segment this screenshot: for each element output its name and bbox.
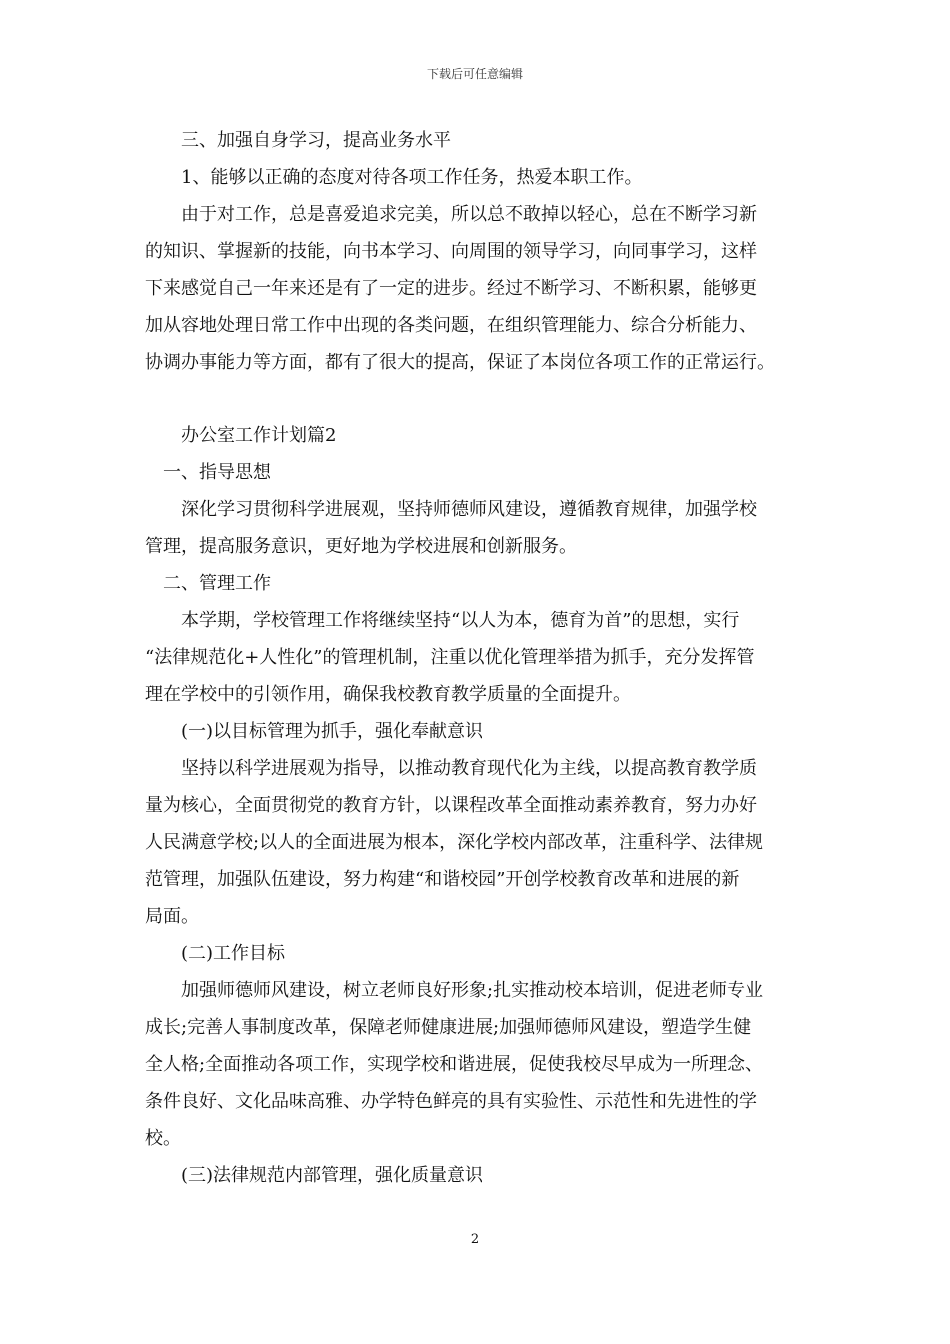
subsection-heading: (三)法律规范内部管理，强化质量意识 xyxy=(181,1165,484,1186)
paragraph-line: 条件良好、文化品味高雅、办学特色鲜亮的具有实验性、示范性和先进性的学 xyxy=(145,1091,757,1112)
section-title: 办公室工作计划篇2 xyxy=(181,425,337,446)
section-heading: 三、加强自身学习，提高业务水平 xyxy=(181,130,451,151)
paragraph-line: 全人格;全面推动各项工作，实现学校和谐进展，促使我校尽早成为一所理念、 xyxy=(145,1054,764,1075)
paragraph-line: 本学期，学校管理工作将继续坚持“以人为本，德育为首”的思想，实行 xyxy=(181,610,740,631)
paragraph-line: 成长;完善人事制度改革，保障老师健康进展;加强师德师风建设，塑造学生健 xyxy=(145,1017,752,1038)
document-body xyxy=(145,122,825,1194)
subsection-heading: (一)以目标管理为抓手，强化奉献意识 xyxy=(181,721,484,742)
paragraph-line: 量为核心，全面贯彻党的教育方针，以课程改革全面推动素养教育，努力办好 xyxy=(145,795,757,816)
paragraph-line: 人民满意学校;以人的全面进展为根本，深化学校内部改革，注重科学、法律规 xyxy=(145,832,764,853)
paragraph-line: 坚持以科学进展观为指导，以推动教育现代化为主线，以提高教育教学质 xyxy=(181,758,757,779)
section-heading: 一、指导思想 xyxy=(163,462,271,483)
list-item: 1、能够以正确的态度对待各项工作任务，热爱本职工作。 xyxy=(181,167,643,188)
paragraph-line: 范管理，加强队伍建设，努力构建“和谐校园”开创学校教育改革和进展的新 xyxy=(145,869,740,890)
paragraph-line: 的知识、掌握新的技能，向书本学习、向周围的领导学习，向同事学习，这样 xyxy=(145,241,757,262)
paragraph-line: 下来感觉自己一年来还是有了一定的进步。经过不断学习、不断积累，能够更 xyxy=(145,278,757,299)
paragraph-line: 管理，提高服务意识，更好地为学校进展和创新服务。 xyxy=(145,536,577,557)
paragraph-line: 加从容地处理日常工作中出现的各类问题，在组织管理能力、综合分析能力、 xyxy=(145,315,757,336)
section-spacer xyxy=(145,381,825,417)
paragraph-line: 校。 xyxy=(145,1128,181,1149)
paragraph-line: 加强师德师风建设，树立老师良好形象;扎实推动校本培训，促进老师专业 xyxy=(181,980,764,1001)
page-number: 2 xyxy=(470,1232,480,1247)
page-header: 下载后可任意编辑 xyxy=(426,67,523,81)
section-heading: 二、管理工作 xyxy=(163,573,271,594)
paragraph-line: 由于对工作，总是喜爱追求完美，所以总不敢掉以轻心，总在不断学习新 xyxy=(181,204,757,225)
paragraph-line: 深化学习贯彻科学进展观，坚持师德师风建设，遵循教育规律，加强学校 xyxy=(181,499,757,520)
paragraph-line: 局面。 xyxy=(145,906,199,927)
paragraph-line: 协调办事能力等方面，都有了很大的提高，保证了本岗位各项工作的正常运行。 xyxy=(145,352,775,373)
subsection-heading: (二)工作目标 xyxy=(181,943,286,964)
paragraph-line: 理在学校中的引领作用，确保我校教育教学质量的全面提升。 xyxy=(145,684,631,705)
paragraph-line: “法律规范化+人性化”的管理机制，注重以优化管理举措为抓手，充分发挥管 xyxy=(145,647,755,668)
